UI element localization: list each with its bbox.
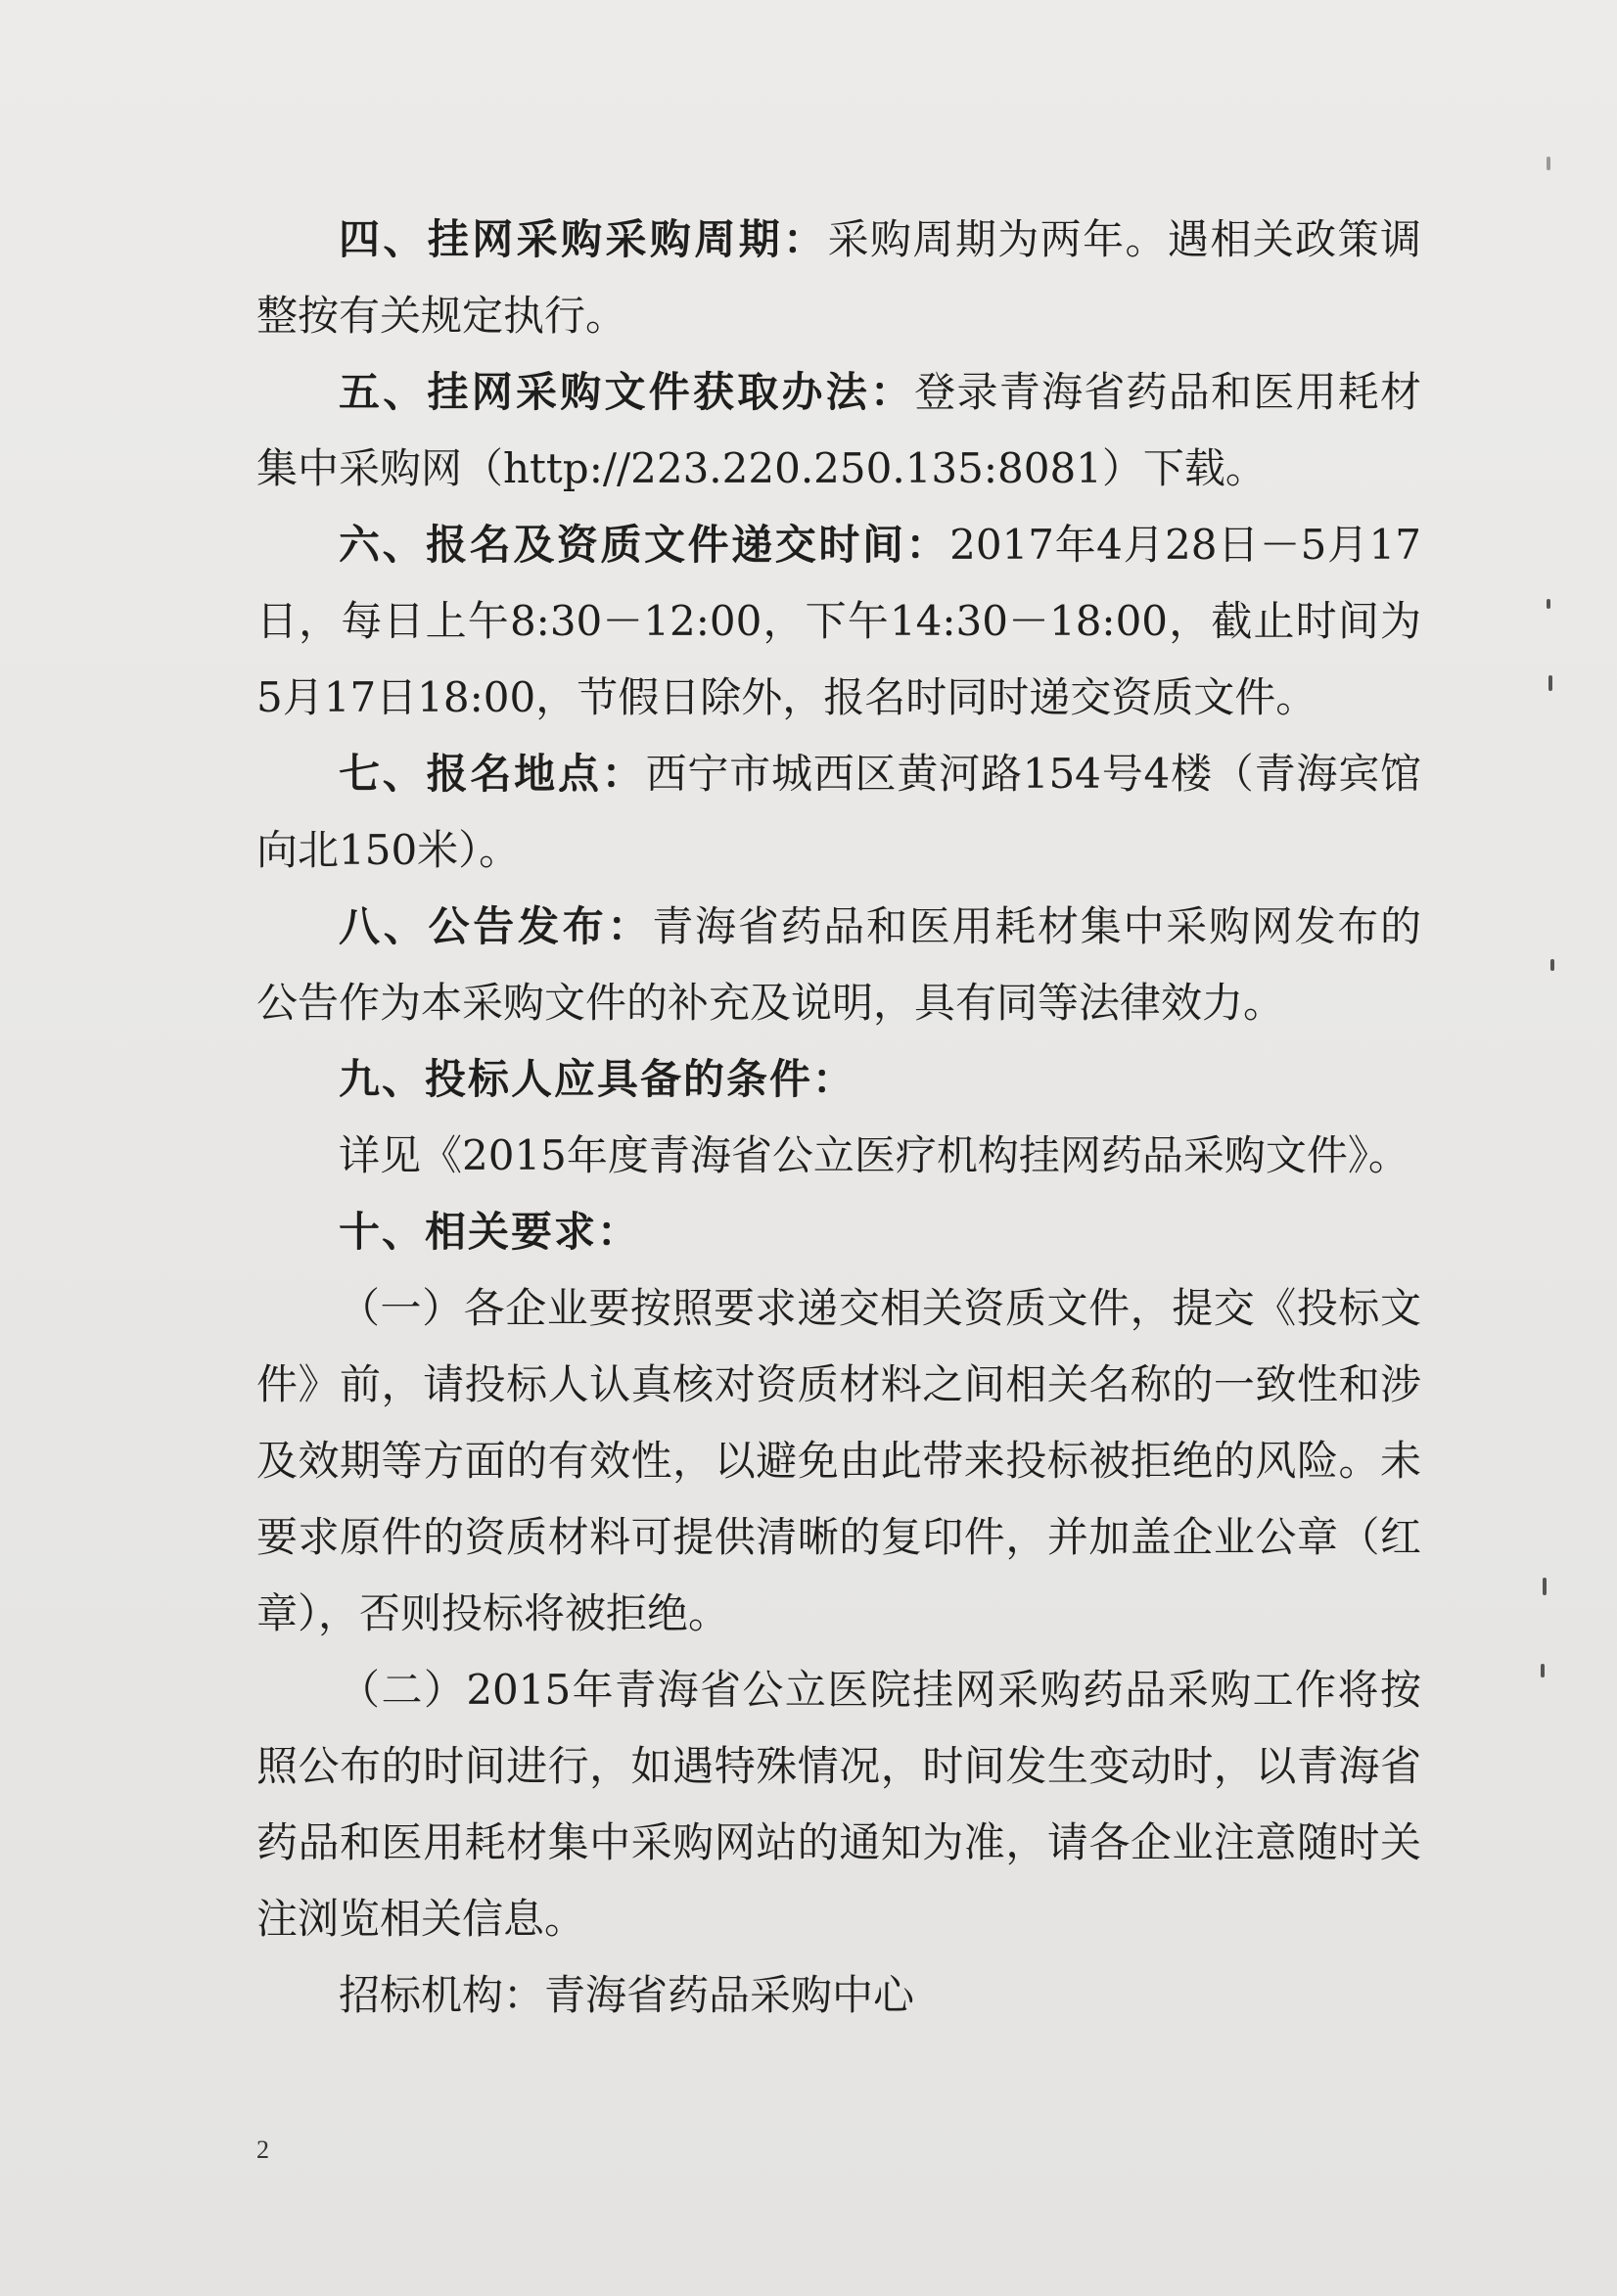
document-body (256, 202, 1421, 2034)
scan-artifact (1547, 157, 1550, 170)
scan-artifact (1547, 599, 1550, 609)
section-label: 八、公告发布： (339, 902, 653, 950)
section-label: 九、投标人应具备的条件： (339, 1055, 856, 1103)
section-purchase-period (256, 202, 1421, 354)
section-requirements-heading (256, 1194, 1421, 1270)
section-label: 十、相关要求： (339, 1208, 641, 1256)
section-file-access (256, 354, 1421, 507)
bidding-agency: 招标机构：青海省药品采购中心 (339, 1971, 915, 2019)
section-label: 六、报名及资质文件递交时间： (339, 521, 950, 569)
scan-artifact (1543, 1578, 1547, 1595)
section-label: 四、挂网采购采购周期： (339, 215, 828, 263)
section-label: 七、报名地点： (339, 750, 646, 798)
requirement-item-2: （二）2015年青海省公立医院挂网采购药品采购工作将按照公布的时间进行，如遇特殊情况，时间发生变动时，以青海省药品和医用耗材集中采购网站的通知为准，请各企业注意随时关注浏览相关信息。 (256, 1666, 1421, 1943)
requirement-item-1: （一）各企业要按照要求递交相关资质文件，提交《投标文件》前，请投标人认真核对资质材料之间相关名称的一致性和涉及效期等方面的有效性，以避免由此带来投标被拒绝的风险。未要求原件的资质材料可提供清晰的复印件，并加盖企业公章（红章），否则投标将被拒绝。 (256, 1284, 1421, 1637)
section-text: 采购周期为两年。遇相关政策调整按有关规定执行。 (256, 215, 1421, 340)
conditions-text: 详见《2015年度青海省公立医疗机构挂网药品采购文件》。 (339, 1131, 1409, 1179)
section-text: 西宁市城西区黄河路154号4楼（青海宾馆向北150米）。 (256, 750, 1421, 874)
section-bidder-conditions (256, 1041, 1421, 1118)
section-label: 五、挂网采购文件获取办法： (339, 368, 915, 416)
section-text: 青海省药品和医用耗材集中采购网发布的公告作为本采购文件的补充及说明，具有同等法律效力。 (256, 902, 1421, 1027)
section-text: 登录青海省药品和医用耗材集中采购网（http://223.220.250.135:8081）下载。 (256, 368, 1421, 492)
scan-artifact (1541, 1664, 1545, 1677)
scan-artifact (1550, 959, 1554, 971)
section-text: 2017年4月28日－5月17日，每日上午8:30－12:00，下午14:30－18:00，截止时间为5月17日18:00，节假日除外，报名时同时递交资质文件。 (256, 521, 1421, 721)
scan-artifact (1548, 675, 1552, 691)
section-registration-location (256, 736, 1421, 889)
section-submission-time (256, 507, 1421, 736)
section-announcement (256, 889, 1421, 1041)
page-number: 2 (256, 2135, 269, 2164)
